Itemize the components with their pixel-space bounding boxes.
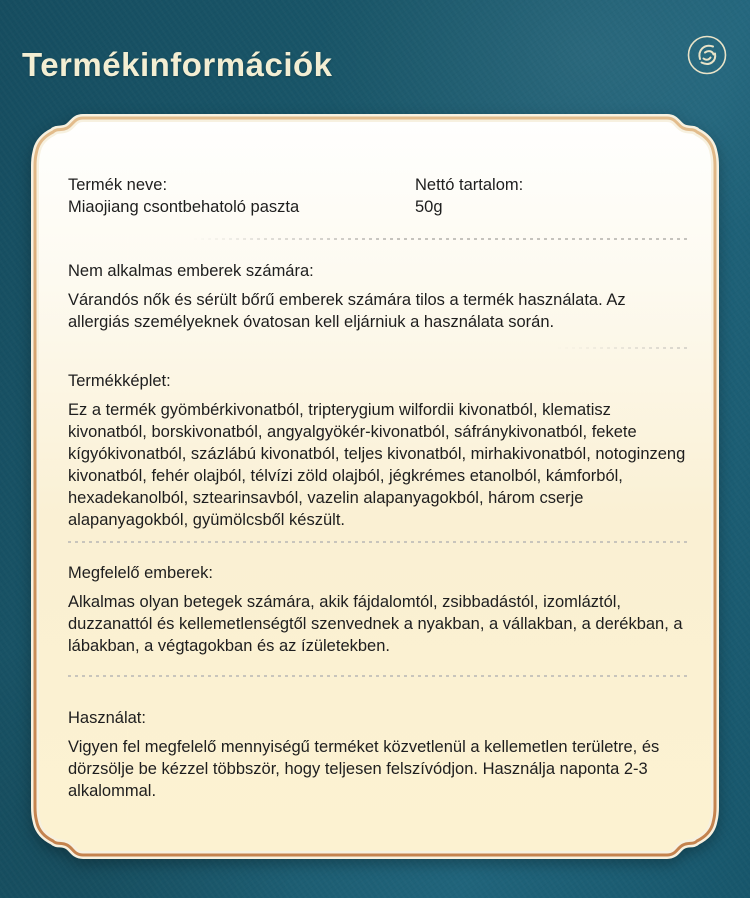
section-heading: Használat:	[68, 709, 146, 727]
section-formula	[68, 370, 690, 531]
dashed-divider	[68, 347, 690, 349]
field-net-content	[415, 174, 523, 218]
dashed-divider	[68, 541, 690, 543]
section-not-suitable	[68, 260, 690, 333]
section-usage	[68, 707, 690, 802]
section-body: Ez a termék gyömbérkivonatból, tripterygium wilfordii kivonatból, klematisz kivonatból, borskivonatból, angyalgyökér-kivonatból, sáfránykivonatból, fekete kígyókivonatból, százlábú kivonatból, teljes kivonatból, mirhakivonatból, notoginzeng kivonatból, fehér olajból, télvízi zöld olajból, jégkrémes etanolból, kámforból, hexadekanolból, sztearinsavból, vazelin alapanyagokból, három cserje alapanyagokból, gyümölcsből készült.	[68, 401, 686, 529]
net-content-label: Nettó tartalom:	[415, 176, 524, 194]
dashed-divider	[68, 238, 690, 240]
section-body: Alkalmas olyan betegek számára, akik fájdalomtól, zsibbadástól, izomláztól, duzzanattól és kellemetlenségtől szenvednek a nyakban, a vállakban, a derékban, a lábakban, a végtagokban és az ízületekben.	[68, 593, 683, 655]
product-name-label: Termék neve:	[68, 176, 168, 194]
section-heading: Nem alkalmas emberek számára:	[68, 262, 314, 280]
product-name-value: Miaojiang csontbehatoló paszta	[68, 198, 300, 216]
page-title: Termékinformációk	[22, 46, 333, 83]
brand-emblem-icon	[685, 33, 729, 77]
product-fields-row	[68, 174, 690, 218]
product-info-card	[27, 110, 723, 863]
section-body: Vigyen fel megfelelő mennyiségű terméket közvetlenül a kellemetlen területre, és dörzsölje be kézzel többször, hogy teljesen felszívódjon. Használja naponta 2-3 alkalommal.	[68, 738, 660, 800]
section-body: Várandós nők és sérült bőrű emberek számára tilos a termék használata. Az allergiás személyeknek óvatosan kell eljárniuk a használata során.	[68, 291, 626, 331]
dashed-divider	[68, 675, 690, 677]
net-content-value: 50g	[415, 198, 443, 216]
section-heading: Megfelelő emberek:	[68, 564, 213, 582]
section-heading: Termékképlet:	[68, 372, 171, 390]
card-content	[68, 174, 690, 802]
field-product-name	[68, 174, 415, 218]
section-suitable-people	[68, 562, 690, 657]
